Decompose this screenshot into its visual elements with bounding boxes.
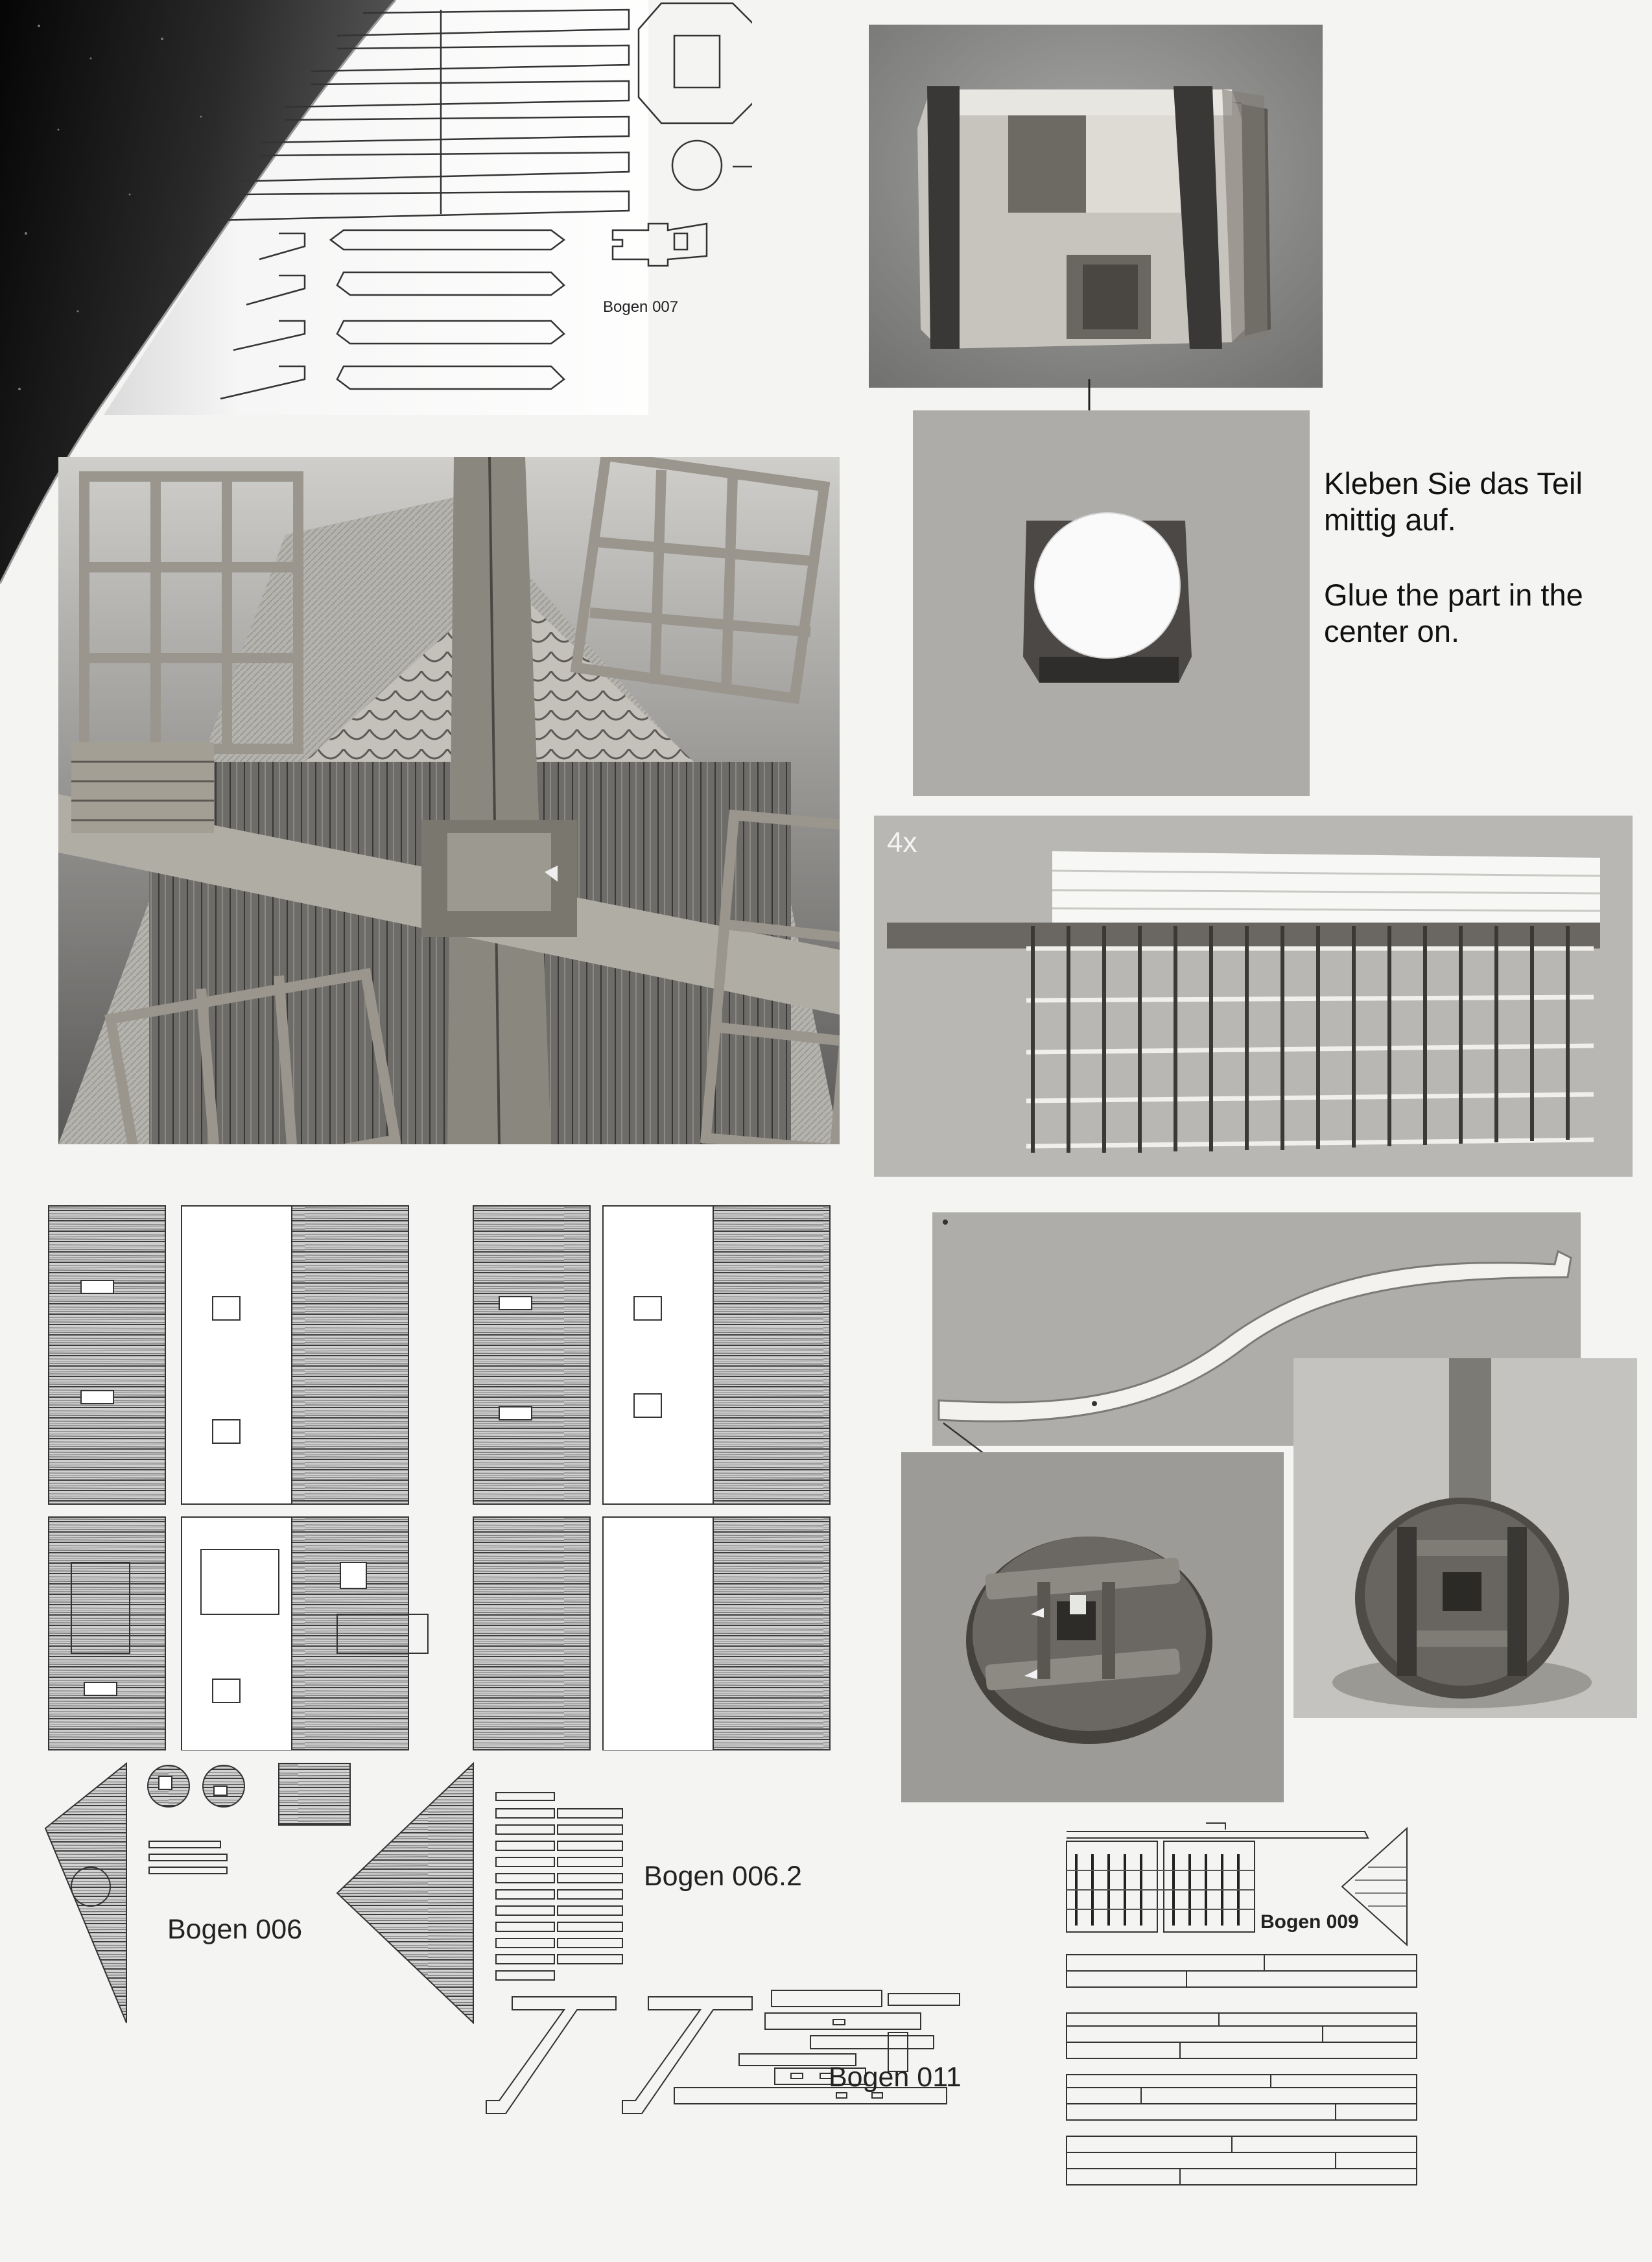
bogen-006-wall-panels bbox=[45, 1199, 875, 1750]
bogen-009-shingles-planks bbox=[1063, 1815, 1426, 2191]
photo-hub-block bbox=[869, 25, 1323, 388]
instruction-english-line-2: center on. bbox=[1324, 614, 1460, 648]
sheet-label-bogen-006: Bogen 006 bbox=[167, 1914, 303, 1945]
photo-sail-lattice bbox=[874, 816, 1633, 1177]
bogen-007-cutting-sheet bbox=[0, 0, 752, 428]
sheet-label-bogen-007: Bogen 007 bbox=[603, 298, 679, 316]
instruction-english-line-1: Glue the part in the bbox=[1324, 578, 1583, 612]
instruction-german bbox=[1324, 465, 1583, 538]
instruction-german-line-1: Kleben Sie das Teil bbox=[1324, 466, 1583, 501]
photo-assembled-hub bbox=[1293, 1358, 1637, 1718]
photo-windmill-closeup bbox=[58, 457, 840, 1144]
quantity-label: 4x bbox=[887, 827, 917, 858]
sheet-label-bogen-011: Bogen 011 bbox=[829, 2062, 962, 2093]
sheet-label-bogen-009: Bogen 009 bbox=[1260, 1911, 1359, 1933]
sheet-label-bogen-006-2: Bogen 006.2 bbox=[644, 1861, 802, 1892]
photo-block-with-disc bbox=[913, 410, 1310, 796]
photo-disc-lattice bbox=[901, 1452, 1284, 1802]
bogen-006-2-strips bbox=[493, 1789, 629, 1997]
instruction-english bbox=[1324, 577, 1583, 650]
bogen-006-gable-parts bbox=[39, 1750, 493, 2036]
instruction-german-line-2: mittig auf. bbox=[1324, 502, 1456, 537]
